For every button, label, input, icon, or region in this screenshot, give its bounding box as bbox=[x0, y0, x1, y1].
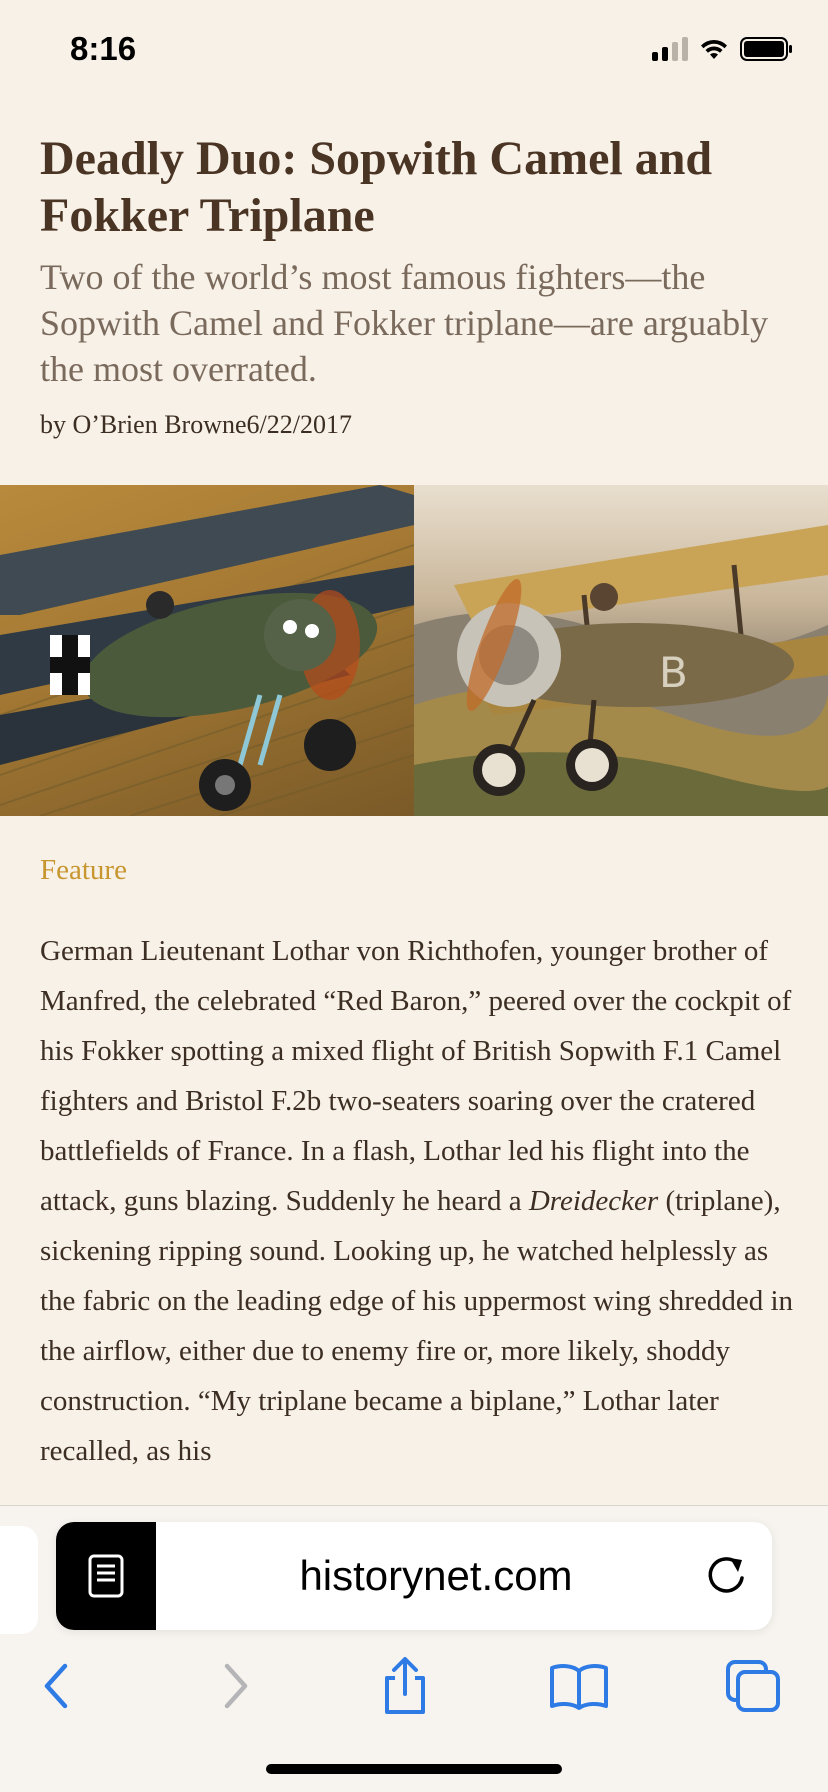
reload-button[interactable] bbox=[700, 1550, 752, 1602]
address-bar[interactable] bbox=[56, 1522, 772, 1630]
tabs-icon bbox=[724, 1658, 782, 1714]
status-bar bbox=[0, 0, 828, 100]
bottom-toolbar bbox=[0, 1641, 828, 1731]
hero-image bbox=[0, 485, 828, 816]
tabs-button[interactable] bbox=[718, 1651, 788, 1721]
reload-icon bbox=[700, 1550, 752, 1602]
safari-bottom-bar bbox=[0, 1505, 828, 1792]
battery-icon bbox=[740, 36, 794, 62]
share-button[interactable] bbox=[370, 1651, 440, 1721]
wifi-icon bbox=[698, 37, 730, 61]
previous-tab-peek[interactable] bbox=[0, 1526, 38, 1634]
article-title: Deadly Duo: Sopwith Camel and Fokker Triplane bbox=[40, 132, 713, 242]
body-text-part-2: (triplane), sickening ripping sound. Looking up, he watched helplessly as the fabric on the leading edge of his uppermost wing shredded in the airflow, either due to enemy fire or, more likely, shoddy construction. “My triplane became a biplane,” Lothar later recalled, as his bbox=[40, 1185, 793, 1467]
body-text-part-1: German Lieutenant Lothar von Richthofen, younger brother of Manfred, the celebrated “Red Baron,” peered over the cockpit of his Fokker spotting a mixed flight of British Sopwith F.1 Camel fighters and Bristol F.2b two-seaters soaring over the cratered battlefields of France. In a flash, Lothar led his flight into the attack, guns blazing. Suddenly he heard a bbox=[40, 935, 792, 1217]
article-subtitle: Two of the world’s most famous fighters—the Sopwith Camel and Fokker triplane—are arguably the most overrated. bbox=[40, 257, 769, 389]
byline-prefix: by bbox=[40, 410, 73, 439]
share-icon bbox=[379, 1656, 431, 1716]
publish-date: 6/22/2017 bbox=[246, 410, 352, 439]
status-icons bbox=[652, 36, 794, 62]
back-button[interactable] bbox=[22, 1651, 92, 1721]
article-body bbox=[40, 926, 800, 1506]
sopwith-camel-image bbox=[414, 485, 828, 816]
cellular-signal-icon bbox=[652, 37, 688, 61]
url-text[interactable]: historynet.com bbox=[299, 1552, 573, 1599]
reader-mode-button[interactable] bbox=[56, 1522, 156, 1630]
reader-mode-icon bbox=[86, 1554, 126, 1598]
home-indicator[interactable] bbox=[266, 1764, 562, 1774]
article-category[interactable]: Feature bbox=[40, 854, 127, 886]
body-text-italic: Dreidecker bbox=[528, 1185, 659, 1217]
author-name[interactable]: O’Brien Browne bbox=[72, 410, 247, 439]
chevron-right-icon bbox=[215, 1661, 255, 1711]
status-time: 8:16 bbox=[70, 30, 137, 67]
forward-button[interactable] bbox=[200, 1651, 270, 1721]
book-icon bbox=[548, 1661, 610, 1711]
byline bbox=[40, 410, 790, 440]
fokker-triplane-image bbox=[0, 485, 414, 816]
bookmarks-button[interactable] bbox=[544, 1651, 614, 1721]
article-header bbox=[40, 130, 790, 440]
svg-text:B: B bbox=[659, 648, 688, 697]
chevron-left-icon bbox=[37, 1661, 77, 1711]
